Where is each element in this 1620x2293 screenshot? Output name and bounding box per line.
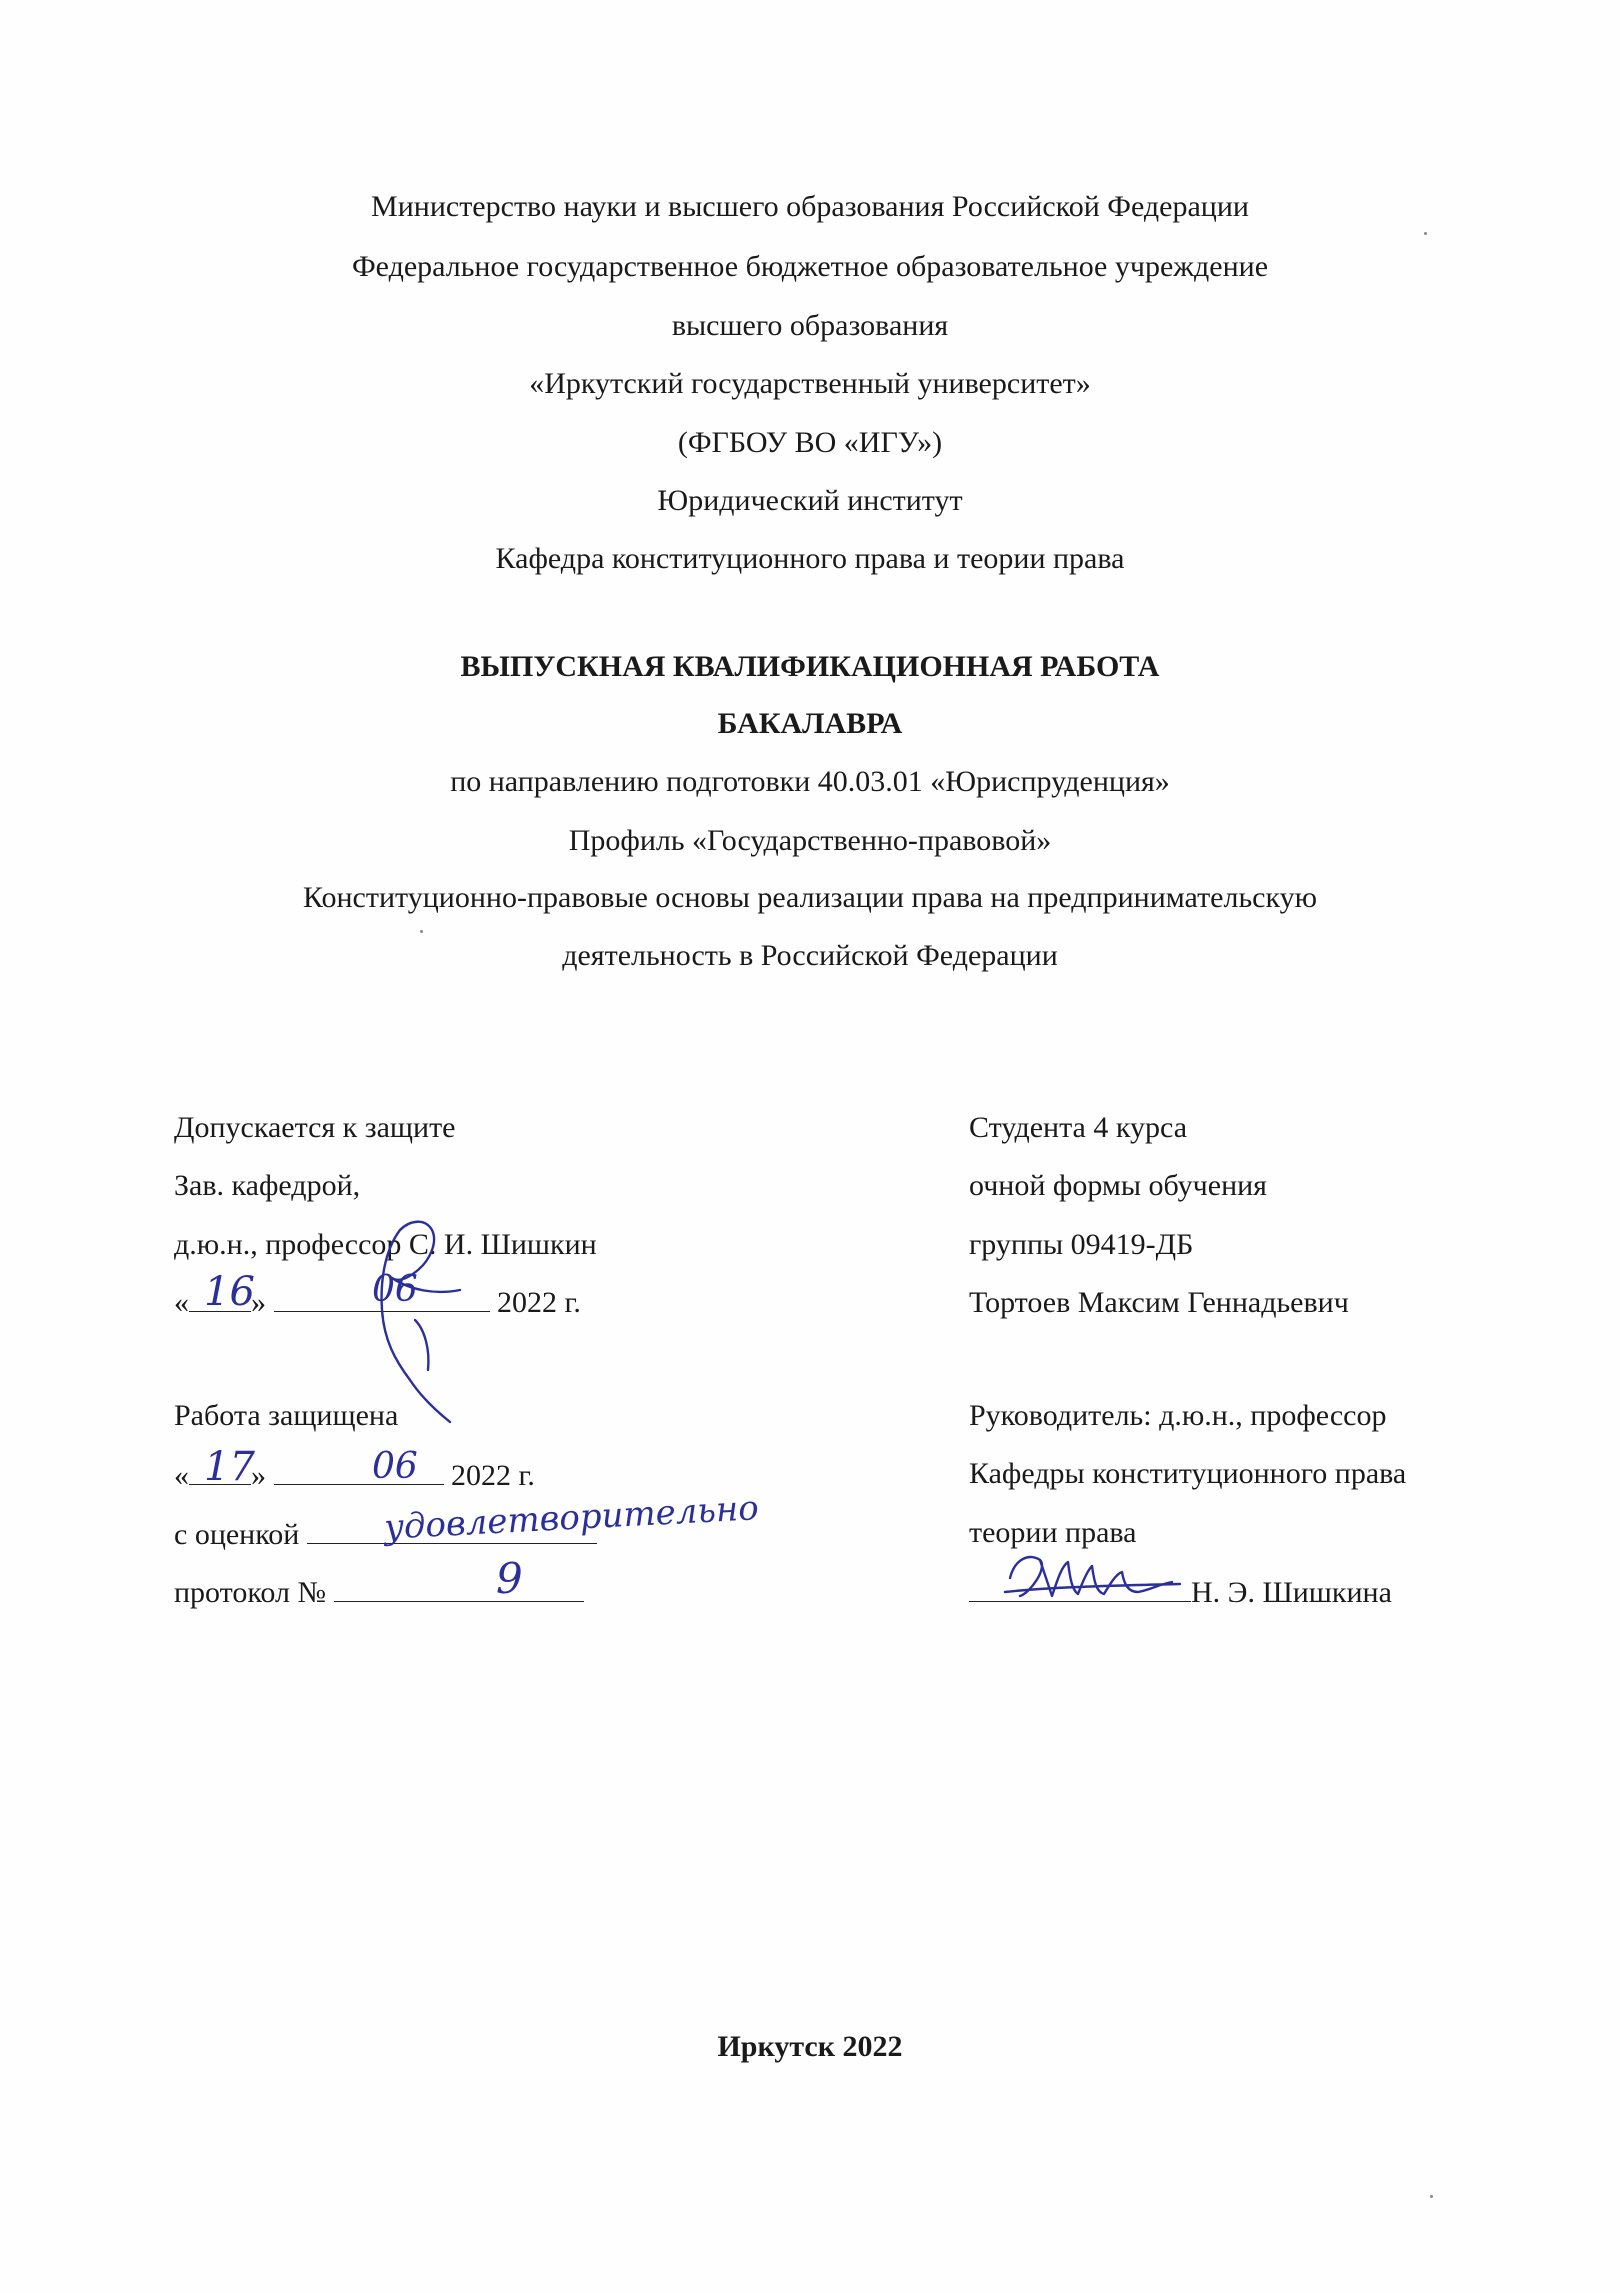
admission-label: Допускается к защите bbox=[174, 1111, 456, 1144]
protocol-label: протокол № bbox=[174, 1576, 327, 1609]
institution-type-line: Федеральное государственное бюджетное образовательное учреждение bbox=[351, 250, 1269, 283]
student-form: очной формы обучения bbox=[969, 1169, 1267, 1202]
student-name: Тортоев Максим Геннадьевич bbox=[969, 1286, 1349, 1319]
head-name: д.ю.н., профессор С. И. Шишкин bbox=[174, 1228, 597, 1261]
date-open-quote: « bbox=[174, 1286, 189, 1319]
grade-label: с оценкой bbox=[174, 1518, 300, 1551]
head-title: Зав. кафедрой, bbox=[174, 1169, 361, 1202]
university-line: «Иркутский государственный университет» bbox=[529, 367, 1091, 400]
city-year: Иркутск 2022 bbox=[717, 2030, 903, 2063]
direction-line: по направлению подготовки 40.03.01 «Юриспруденция» bbox=[450, 765, 1170, 798]
institute-line: Юридический институт bbox=[657, 484, 963, 517]
supervisor-signature-icon bbox=[1000, 1548, 1220, 1608]
abbreviation-line: (ФГБОУ ВО «ИГУ») bbox=[677, 426, 943, 459]
profile-line: Профиль «Государственно-правовой» bbox=[568, 824, 1052, 857]
defense-date-open-quote: « bbox=[174, 1459, 189, 1492]
topic-line1: Конституционно-правовые основы реализации права на предпринимательскую bbox=[302, 881, 1318, 914]
handwritten-grade: удовлетворительно bbox=[383, 1488, 760, 1548]
defense-year: 2022 г. bbox=[451, 1459, 535, 1492]
protocol-blank bbox=[334, 1573, 584, 1602]
scan-speck bbox=[1430, 2195, 1433, 2198]
date-close-quote: » bbox=[251, 1286, 266, 1319]
defense-label: Работа защищена bbox=[174, 1399, 399, 1432]
supervisor-title: Руководитель: д.ю.н., профессор bbox=[969, 1399, 1387, 1432]
handwritten-protocol-number: 9 bbox=[496, 1554, 523, 1603]
work-title-line2: БАКАЛАВРА bbox=[717, 707, 903, 740]
scan-speck bbox=[420, 930, 423, 933]
department-line: Кафедра конституционного права и теории права bbox=[495, 542, 1125, 575]
institution-level-line: высшего образования bbox=[671, 309, 949, 342]
ministry-line: Министерство науки и высшего образования Российской Федерации bbox=[371, 190, 1249, 223]
defense-month-blank bbox=[274, 1456, 444, 1485]
head-signature-icon bbox=[340, 1190, 500, 1430]
student-course: Студента 4 курса bbox=[969, 1111, 1188, 1144]
handwritten-admission-day: 16 bbox=[204, 1269, 255, 1315]
admission-year: 2022 г. bbox=[497, 1286, 581, 1319]
topic-line2: деятельность в Российской Федерации bbox=[562, 939, 1058, 972]
handwritten-defense-month: 06 bbox=[372, 1446, 418, 1487]
scan-speck bbox=[1424, 232, 1427, 235]
supervisor-department-line2: теории права bbox=[969, 1516, 1137, 1549]
student-group: группы 09419-ДБ bbox=[969, 1228, 1194, 1261]
defense-date-close-quote: » bbox=[251, 1459, 266, 1492]
supervisor-name: Н. Э. Шишкина bbox=[1191, 1576, 1392, 1609]
work-title-line1: ВЫПУСКНАЯ КВАЛИФИКАЦИОННАЯ РАБОТА bbox=[460, 650, 1160, 683]
handwritten-admission-month: 06 bbox=[372, 1269, 418, 1310]
supervisor-department-line1: Кафедры конституционного права bbox=[969, 1457, 1407, 1490]
handwritten-defense-day: 17 bbox=[204, 1444, 255, 1490]
